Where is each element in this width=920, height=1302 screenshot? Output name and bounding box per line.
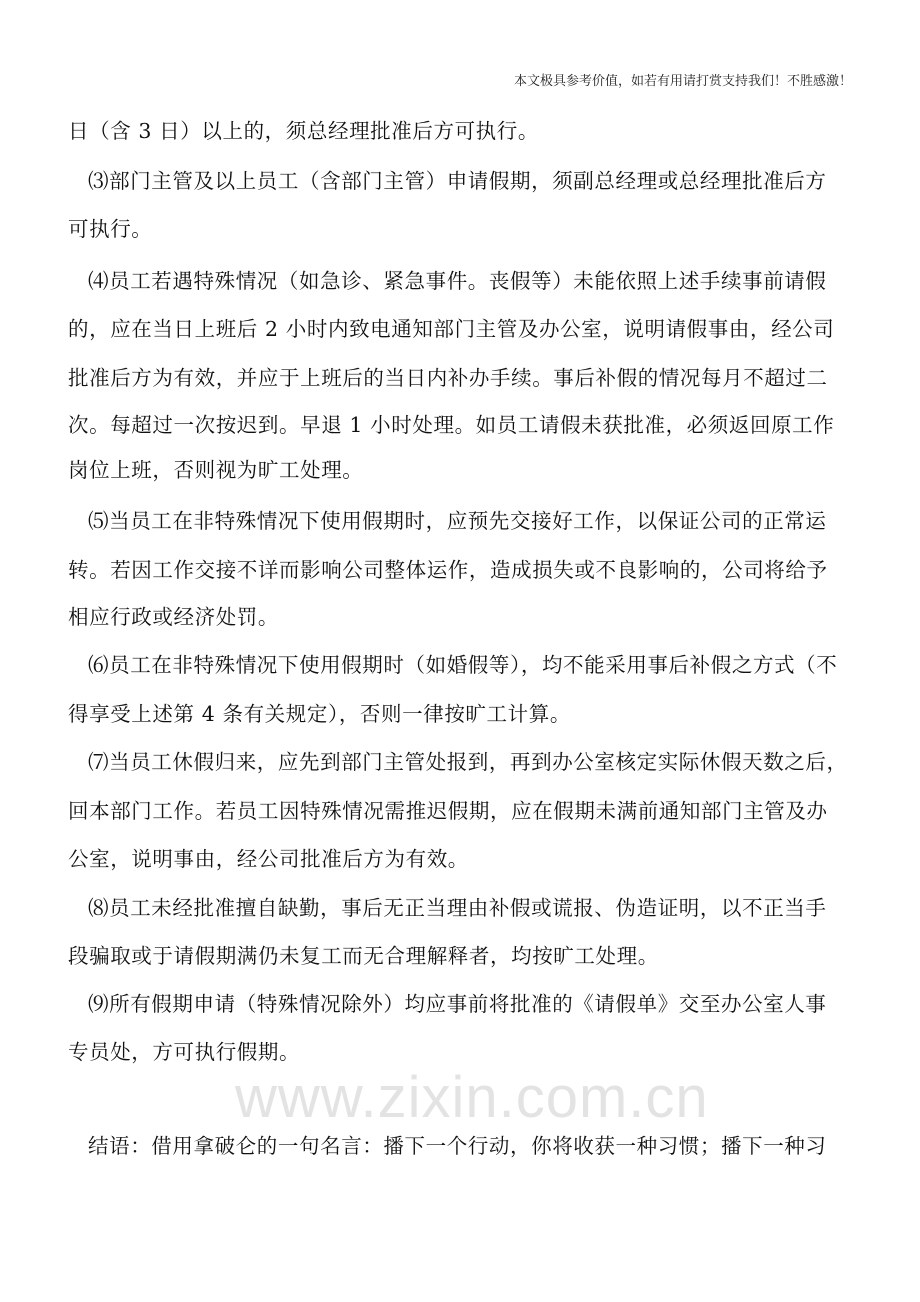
text-line: 岗位上班，否则视为旷工处理。 <box>68 458 364 482</box>
text-line: 次。每超过一次按迟到。早退 1 小时处理。如员工请假未获批准，必须返回原工作 <box>68 413 835 437</box>
text-line: 专员处，方可执行假期。 <box>68 1040 301 1064</box>
text-line: ⑺当员工休假归来，应先到部门主管处报到，再到办公室核定实际休假天数之后， <box>88 750 848 774</box>
text-line: ⑷员工若遇特殊情况（如急诊、紧急事件。丧假等）未能依照上述手续事前请假 <box>88 269 827 293</box>
text-line: ⑶部门主管及以上员工（含部门主管）申请假期，须副总经理或总经理批准后方 <box>88 169 827 193</box>
text-line: 相应行政或经济处罚。 <box>68 605 279 629</box>
text-line: 回本部门工作。若员工因特殊情况需推迟假期，应在假期未满前通知部门主管及办 <box>68 799 828 823</box>
text-line: ⑹员工在非特殊情况下使用假期时（如婚假等），均不能采用事后补假之方式（不 <box>88 653 838 677</box>
header-note: 本文极具参考价值，如若有用请打赏支持我们！不胜感激！ <box>513 74 852 89</box>
text-line: 可执行。 <box>68 217 153 241</box>
text-line: 转。若因工作交接不详而影响公司整体运作，造成损失或不良影响的，公司将给予 <box>68 558 828 582</box>
watermark: www.zixin.com.cn <box>235 1065 709 1130</box>
text-line: 段骗取或于请假期满仍未复工而无合理解释者，均按旷工处理。 <box>68 944 659 968</box>
text-line: 批准后方为有效，并应于上班后的当日内补办手续。事后补假的情况每月不超过二 <box>68 366 828 390</box>
text-line: ⑻员工未经批准擅自缺勤，事后无正当理由补假或谎报、伪造证明，以不正当手 <box>88 896 827 920</box>
conclusion-line: 结语：借用拿破仑的一句名言：播下一个行动，你将收获一种习惯；播下一种习 <box>88 1134 827 1158</box>
text-line: ⑸当员工在非特殊情况下使用假期时，应预先交接好工作，以保证公司的正常运 <box>88 509 827 533</box>
text-line: 日（含 3 日）以上的，须总经理批准后方可执行。 <box>68 119 539 143</box>
text-line: 公室，说明事由，经公司批准后方为有效。 <box>68 847 469 871</box>
text-line: 得享受上述第 4 条有关规定），否则一律按旷工计算。 <box>68 702 571 726</box>
text-line: 的，应在当日上班后 2 小时内致电通知部门主管及办公室，说明请假事由，经公司 <box>68 317 835 341</box>
text-line: ⑼所有假期申请（特殊情况除外）均应事前将批准的《请假单》交至办公室人事 <box>88 992 827 1016</box>
